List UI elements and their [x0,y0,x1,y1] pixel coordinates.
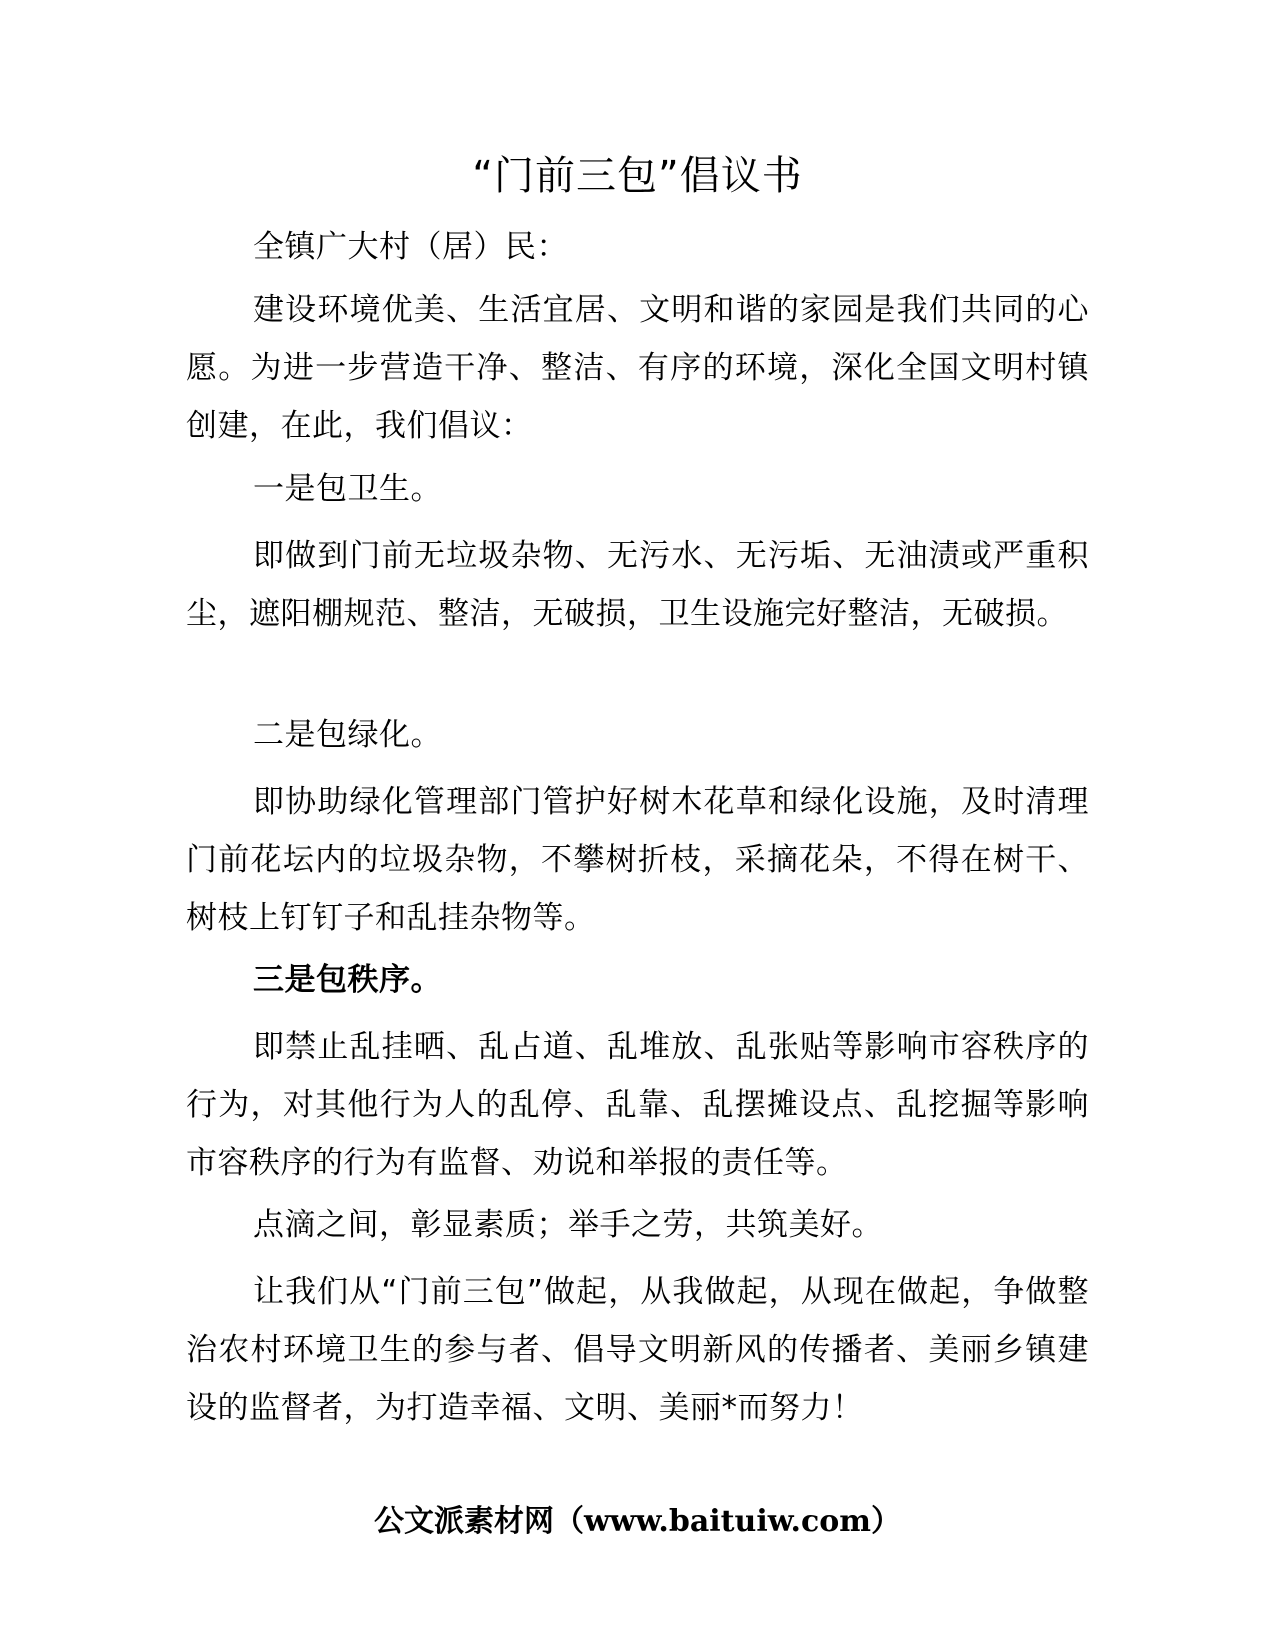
hygiene-paragraph: 即做到门前无垃圾杂物、无污水、无污垢、无油渍或严重积尘，遮阳棚规范、整洁，无破损，卫生设施完好整洁，无破损。 [186,538,1089,632]
document-title: “门前三包”倡议书 [472,153,803,199]
heading-greening: 二是包绿化。 [253,717,442,753]
heading-order: 三是包秩序。 [253,962,442,998]
salutation: 全镇广大村（居）民： [253,229,568,265]
greening-paragraph: 即协助绿化管理部门管护好树木花草和绿化设施，及时清理门前花坛内的垃圾杂物，不攀树折枝，采摘花朵，不得在树干、树枝上钉钉子和乱挂杂物等。 [186,784,1089,936]
heading-hygiene: 一是包卫生。 [253,471,442,507]
order-paragraph: 即禁止乱挂晒、乱占道、乱堆放、乱张贴等影响市容秩序的行为，对其他行为人的乱停、乱靠、乱摆摊设点、乱挖掘等影响市容秩序的行为有监督、劝说和举报的责任等。 [186,1029,1089,1181]
intro-paragraph: 建设环境优美、生活宜居、文明和谐的家园是我们共同的心愿。为进一步营造干净、整洁、有序的环境，深化全国文明村镇创建，在此，我们倡议： [186,292,1089,444]
closing-paragraph: 让我们从“门前三包”做起，从我做起，从现在做起，争做整治农村环境卫生的参与者、倡导文明新风的传播者、美丽乡镇建设的监督者，为打造幸福、文明、美丽*而努力！ [186,1274,1089,1426]
slogan-paragraph: 点滴之间，彰显素质；举手之劳，共筑美好。 [253,1207,883,1243]
source-watermark: 公文派素材网（www.baituiw.com） [373,1504,902,1539]
